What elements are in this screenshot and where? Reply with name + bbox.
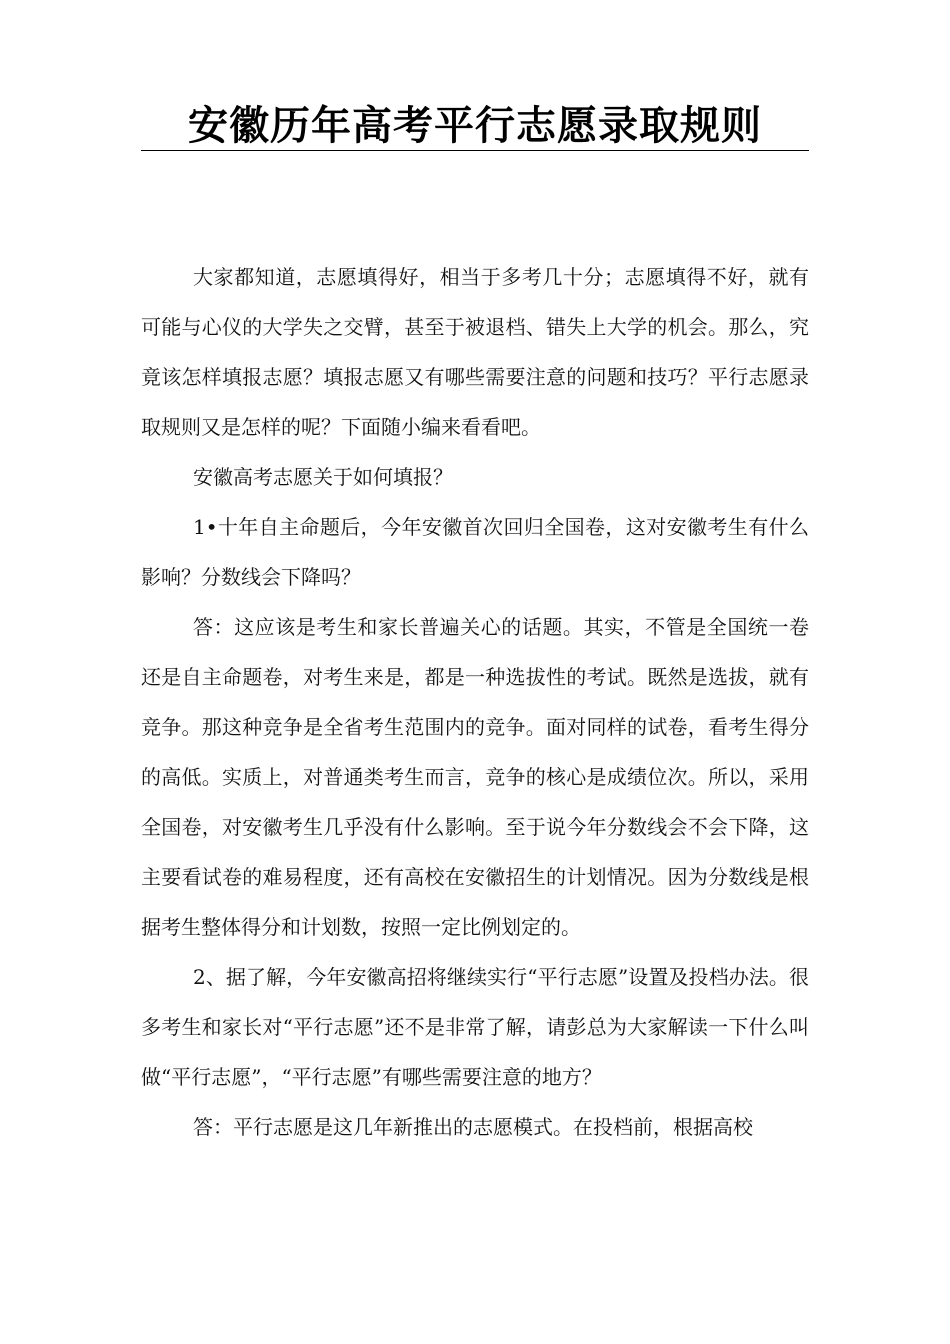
document-body <box>141 252 809 1152</box>
paragraph-question-2: 2、据了解，今年安徽高招将继续实行“平行志愿”设置及投档办法。很多考生和家长对“平行志愿”还不是非常了解，请彭总为大家解读一下什么叫做“平行志愿”，“平行志愿”有哪些需要注意的地方？ <box>141 965 809 1089</box>
paragraph-question-1: 1•十年自主命题后，今年安徽首次回归全国卷，这对安徽考生有什么影响？分数线会下降吗？ <box>141 515 809 589</box>
paragraph-intro: 大家都知道，志愿填得好，相当于多考几十分；志愿填得不好，就有可能与心仪的大学失之交臂，甚至于被退档、错失上大学的机会。那么，究竟该怎样填报志愿？填报志愿又有哪些需要注意的问题和技巧？平行志愿录取规则又是怎样的呢？下面随小编来看看吧。 <box>141 265 809 439</box>
paragraph-answer-2: 答：平行志愿是这几年新推出的志愿模式。在投档前，根据高校 <box>193 1115 753 1139</box>
document-title: 安徽历年高考平行志愿录取规则 <box>188 103 762 149</box>
paragraph-question-heading: 安徽高考志愿关于如何填报？ <box>193 465 453 489</box>
title-underline <box>141 150 809 151</box>
paragraph-answer-1: 答：这应该是考生和家长普遍关心的话题。其实，不管是全国统一卷还是自主命题卷，对考生来是，都是一种选拔性的考试。既然是选拔，就有竞争。那这种竞争是全省考生范围内的竞争。面对同样的试卷，看考生得分的高低。实质上，对普通类考生而言，竞争的核心是成绩位次。所以，采用全国卷，对安徽考生几乎没有什么影响。至于说今年分数线会不会下降，这主要看试卷的难易程度，还有高校在安徽招生的计划情况。因为分数线是根据考生整体得分和计划数，按照一定比例划定的。 <box>141 615 809 939</box>
